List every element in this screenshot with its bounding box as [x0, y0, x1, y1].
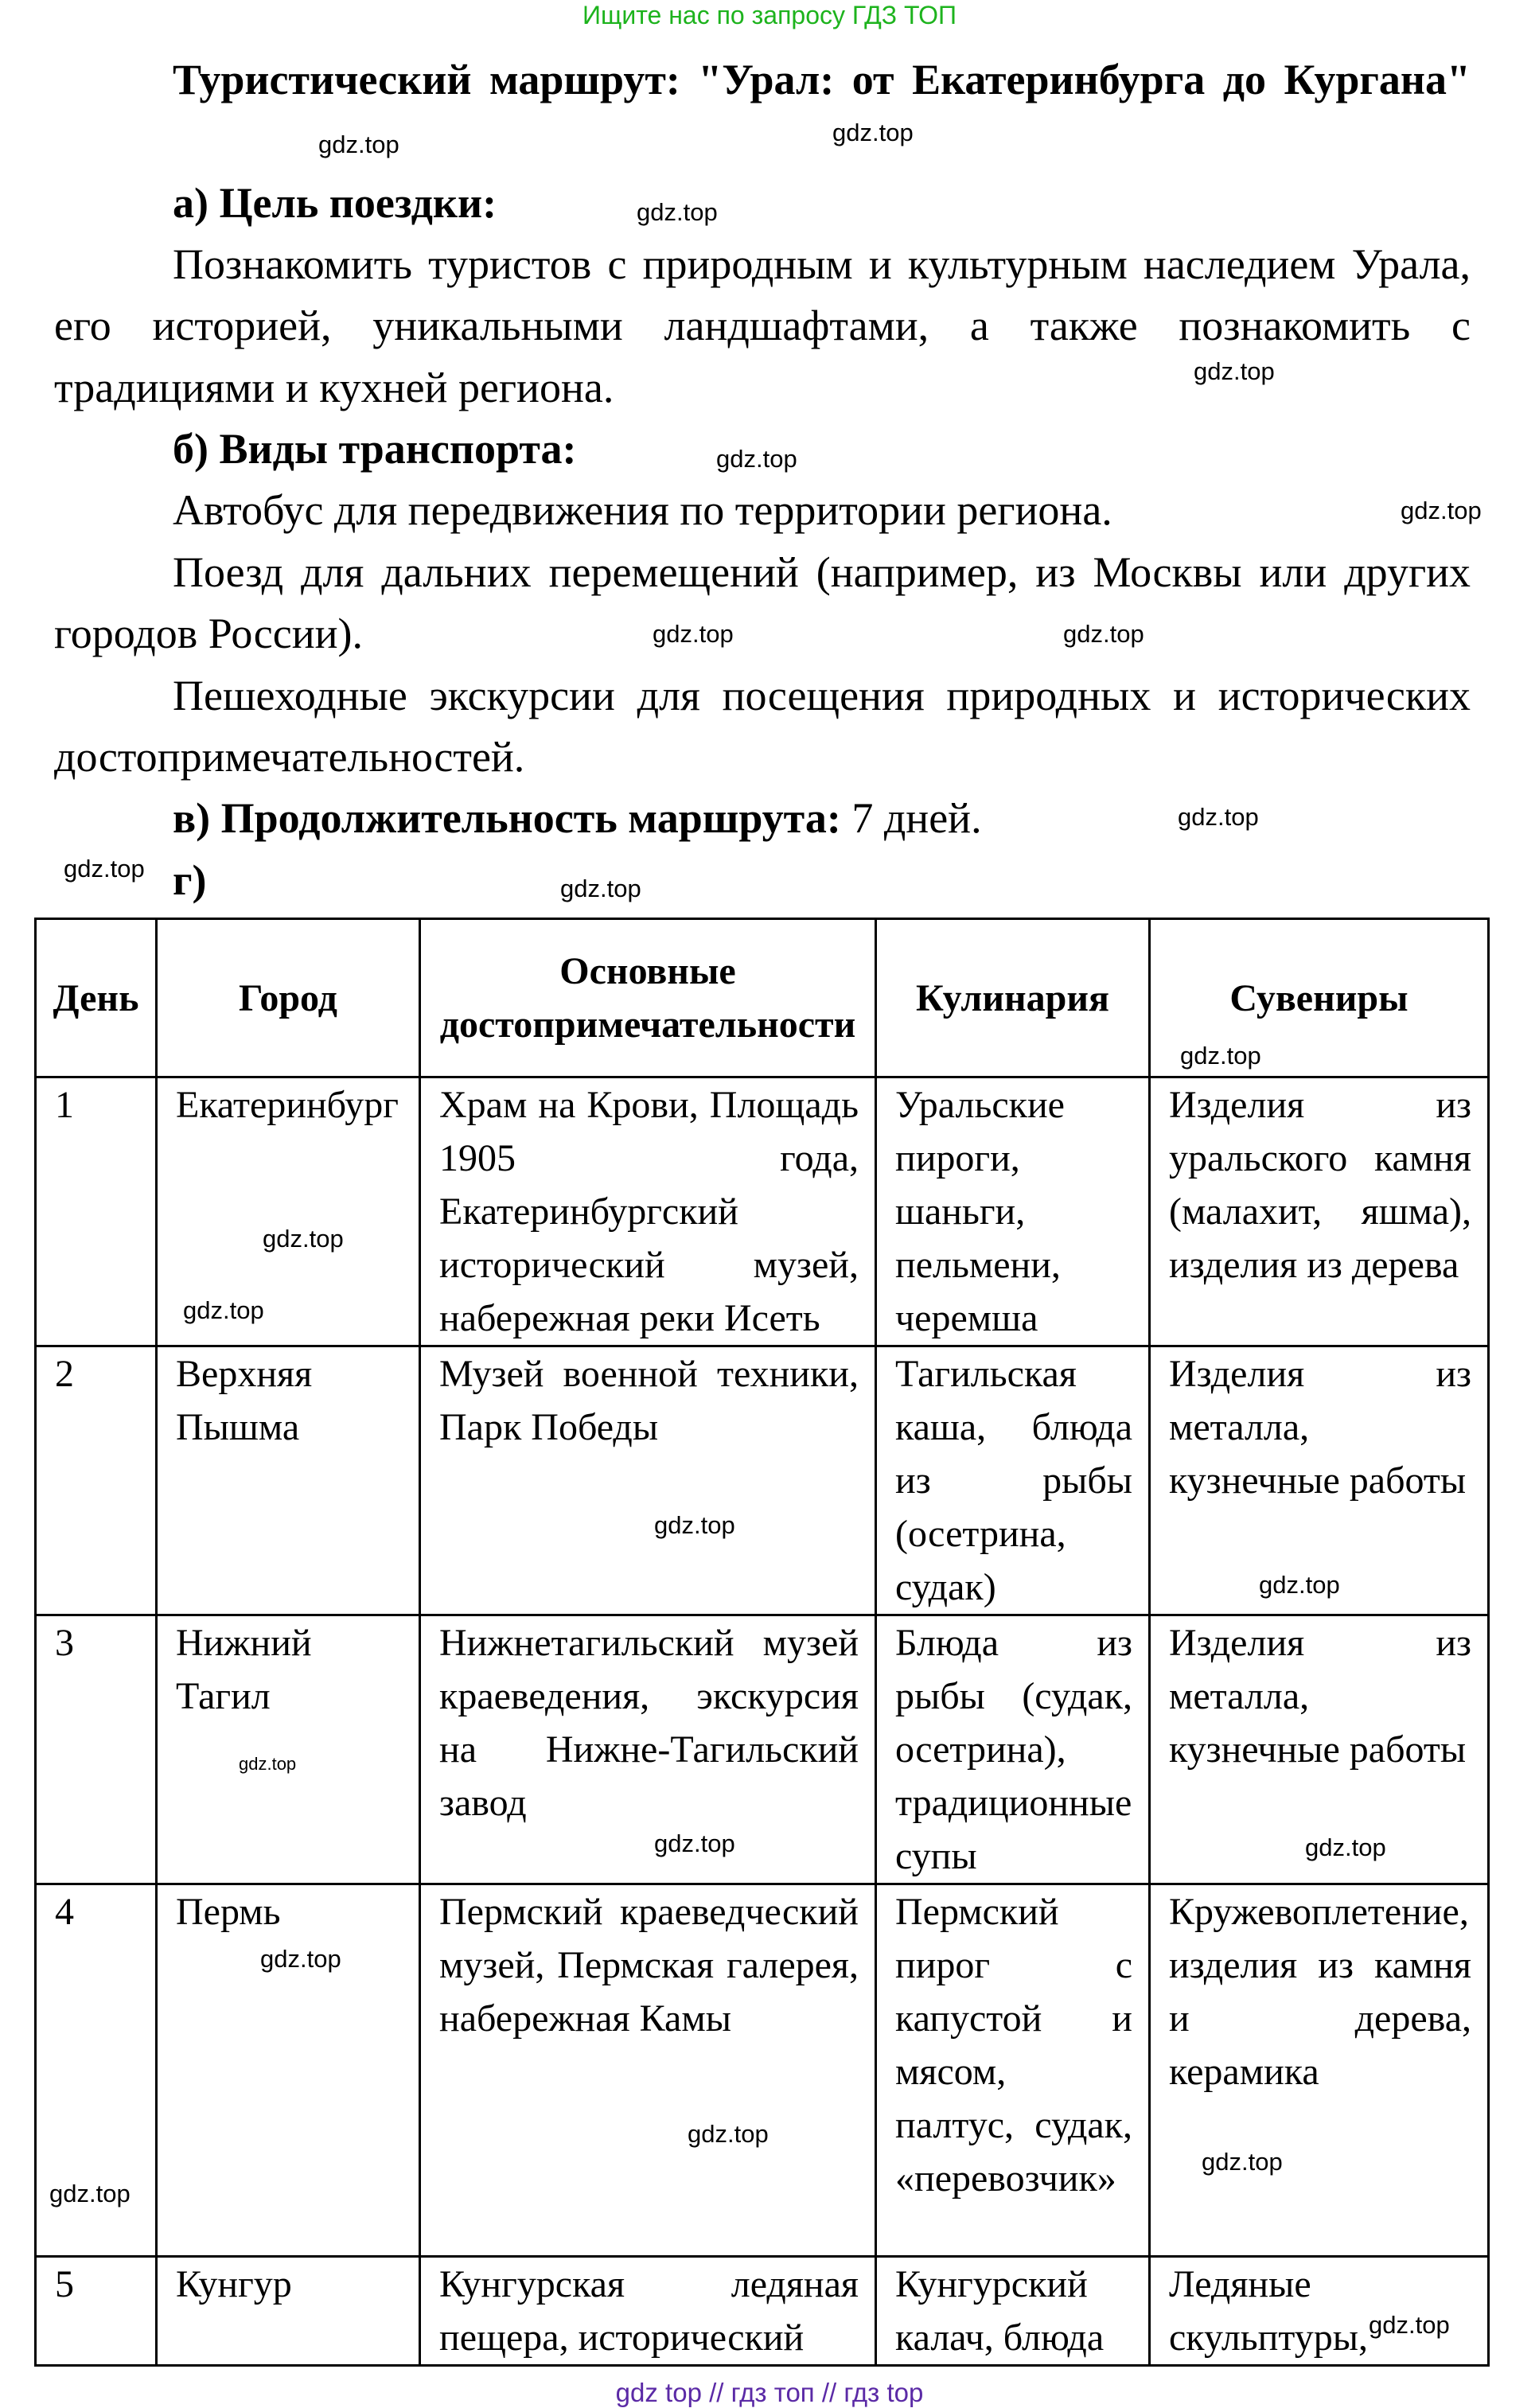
transport-item: Пешеходные экскурсии для посещения природных и исторических достопримечательностей.: [54, 672, 1471, 781]
watermark-text: gdz.top: [1180, 1042, 1261, 1070]
cell-cuisine: Блюда из рыбы (судак, осетрина), традиционные супы: [876, 1615, 1150, 1884]
header-cuisine: Кулинария: [876, 919, 1150, 1077]
header-sights: Основные достопримечательности: [420, 919, 876, 1077]
header-city: Город: [157, 919, 420, 1077]
table-heading: [54, 850, 1471, 911]
cell-sights: Пермский краеведческий музей, Пермская галерея, набережная Камы: [420, 1884, 876, 2257]
watermark-text: gdz.top: [688, 2120, 769, 2148]
page-title: Туристический маршрут: "Урал: от Екатеринбурга до Кургана": [173, 56, 1471, 103]
watermark-text: gdz.top: [1305, 1833, 1386, 1861]
cell-souvenirs: Изделия из уральского камня (малахит, яшма), изделия из дерева: [1150, 1077, 1489, 1346]
duration-value: 7 дней.: [851, 794, 982, 842]
cell-cuisine: Уральские пироги, шаньги, пельмени, черемша: [876, 1077, 1150, 1346]
cell-day: 5: [36, 2257, 157, 2366]
watermark-text: gdz.top: [260, 1945, 341, 1973]
cell-sights: Храм на Крови, Площадь 1905 года, Екатеринбургский исторический музей, набережная реки Исеть: [420, 1077, 876, 1346]
cell-sights: Кунгурская ледяная пещера, исторический: [420, 2257, 876, 2366]
cell-cuisine: Тагильская каша, блюда из рыбы (осетрина, судак): [876, 1346, 1150, 1615]
cell-day: 4: [36, 1884, 157, 2257]
watermark-text: gdz.top: [832, 119, 914, 146]
watermark-text: gdz.top: [637, 198, 718, 226]
cell-city: Пермь: [157, 1884, 420, 2257]
cell-souvenirs: Изделия из металла, кузнечные работы: [1150, 1615, 1489, 1884]
cell-sights: Нижнетагильский музей краеведения, экскурсия на Нижне-Тагильский завод: [420, 1615, 876, 1884]
cell-city: Нижний Тагил: [157, 1615, 420, 1884]
watermark-text: gdz.top: [1194, 357, 1275, 385]
cell-day: 3: [36, 1615, 157, 1884]
table-header-row: [36, 919, 1489, 1077]
cell-city: Верхняя Пышма: [157, 1346, 420, 1615]
watermark-text: gdz.top: [318, 131, 399, 158]
watermark-text: gdz.top: [1259, 1571, 1340, 1599]
cell-cuisine: Пермский пирог с капустой и мясом, палтус, судак, «перевозчик»: [876, 1884, 1150, 2257]
cell-day: 1: [36, 1077, 157, 1346]
duration-heading: в) Продолжительность маршрута:: [173, 794, 841, 842]
cell-souvenirs: Изделия из металла, кузнечные работы: [1150, 1346, 1489, 1615]
watermark-text: gdz.top: [654, 1511, 735, 1539]
watermark-text: gdz.top: [1202, 2148, 1283, 2176]
goal-text: Познакомить туристов с природным и культурным наследием Урала, его историей, уникальными ландшафтами, а также познакомить с традициями и кухней региона.: [54, 240, 1471, 411]
transport-item: Автобус для передвижения по территории региона.: [173, 486, 1112, 534]
cell-day: 2: [36, 1346, 157, 1615]
cell-sights: Музей военной техники, Парк Победы: [420, 1346, 876, 1615]
header-souvenirs: Сувениры: [1150, 919, 1489, 1077]
cell-souvenirs: Кружевоплетение, изделия из камня и дерева, керамика: [1150, 1884, 1489, 2257]
cell-city: Екатеринбург: [157, 1077, 420, 1346]
search-hint-banner: Ищите нас по запросу ГДЗ ТОП: [582, 1, 957, 29]
watermark-text: gdz.top: [263, 1225, 344, 1253]
cell-city: Кунгур: [157, 2257, 420, 2366]
watermark-text: gdz.top: [653, 620, 734, 648]
watermark-text: gdz.top: [560, 875, 641, 902]
goal-section: [54, 173, 1471, 234]
watermark-text: gdz.top: [716, 445, 797, 473]
watermark-text: gdz.top: [654, 1829, 735, 1857]
transport-item: Поезд для дальних перемещений (например, из Москвы или других городов России).: [54, 548, 1471, 658]
goal-heading: а) Цель поездки:: [173, 179, 497, 227]
table-row: [36, 1884, 1489, 2257]
transport-heading: б) Виды транспорта:: [173, 425, 577, 473]
bottom-watermark-links: gdz top // гдз топ // гдз top: [615, 2378, 924, 2407]
watermark-text: gdz.top: [1401, 497, 1482, 524]
table-row: [36, 1615, 1489, 1884]
watermark-text: gdz.top: [1178, 803, 1259, 831]
cell-cuisine: Кунгурский калач, блюда: [876, 2257, 1150, 2366]
cell-souvenirs: Ледяные скульптуры,: [1150, 2257, 1489, 2366]
header-day: День: [36, 919, 157, 1077]
watermark-text: gdz.top: [49, 2180, 131, 2207]
watermark-text: gdz.top: [1063, 620, 1144, 648]
watermark-text: gdz.top: [183, 1296, 264, 1324]
watermark-text: gdz.top: [1369, 2311, 1450, 2339]
watermark-text: gdz.top: [239, 1754, 297, 1774]
table-heading-label: г): [173, 856, 207, 904]
table-row: [36, 2257, 1489, 2366]
watermark-text: gdz.top: [64, 855, 145, 883]
